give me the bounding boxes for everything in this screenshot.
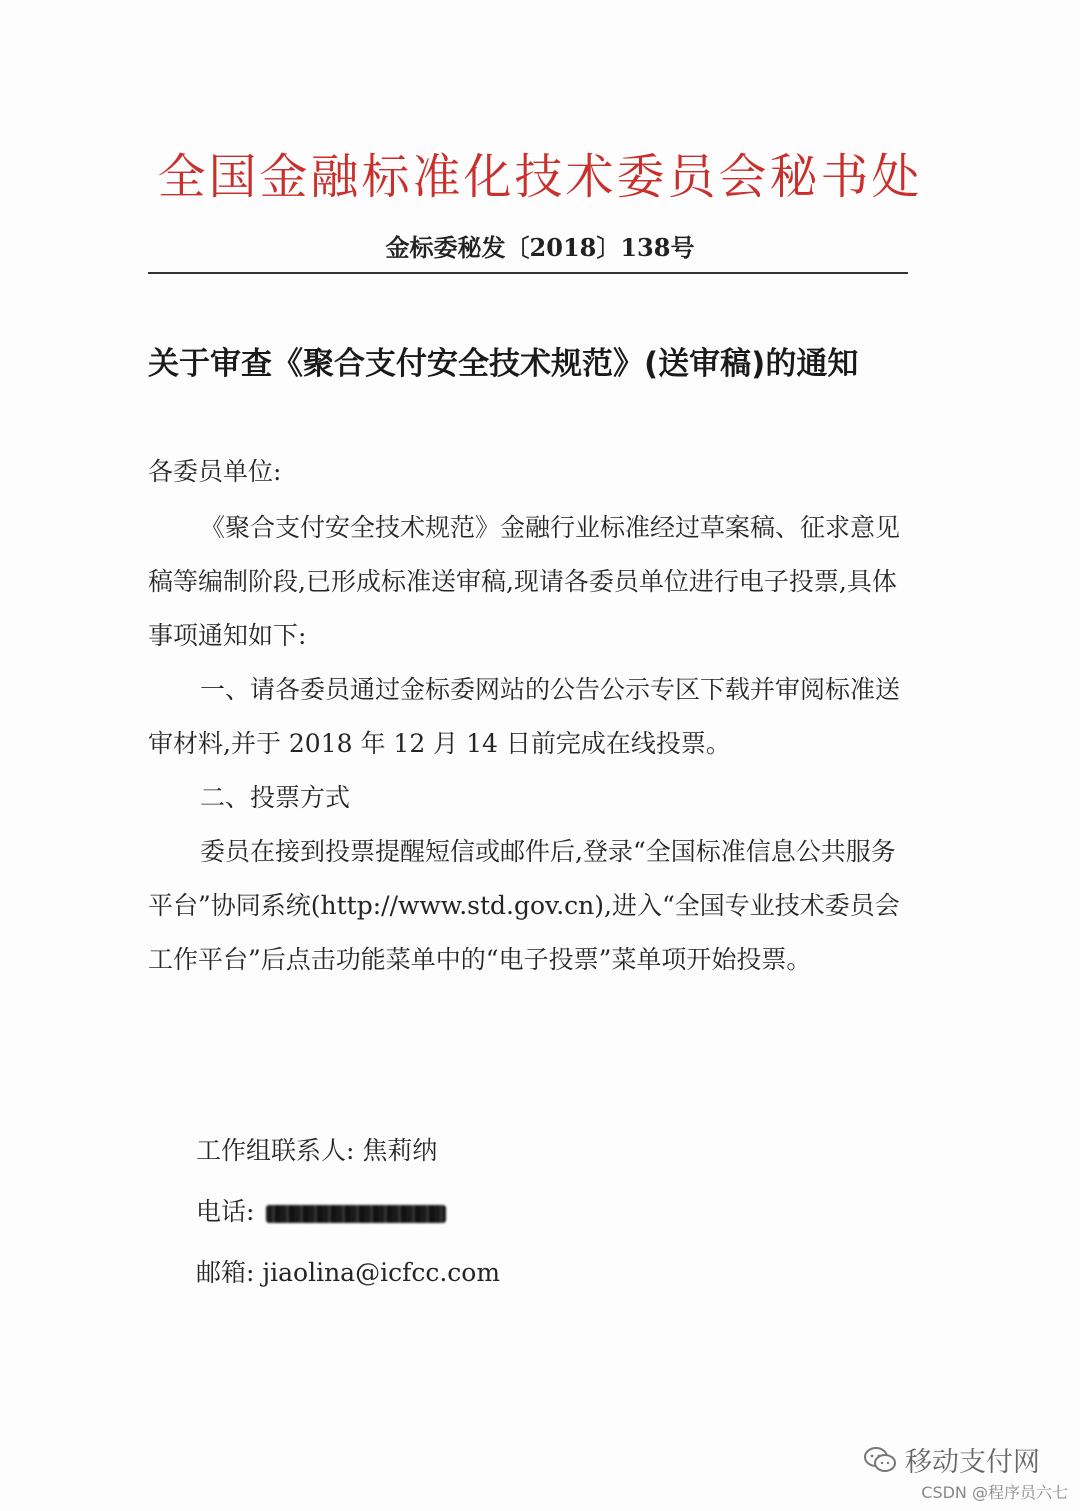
notice-body (148, 445, 900, 987)
phone-redacted (266, 1205, 446, 1223)
contact-liaison (196, 1120, 500, 1181)
notice-title: 关于审查《聚合支付安全技术规范》(送审稿)的通知 (148, 346, 859, 382)
paragraph-item-1: 一、请各委员通过金标委网站的公告公示专区下载并审阅标准送审材料,并于 2018 年 12 月 14 日前完成在线投票。 (148, 675, 901, 758)
header-divider (148, 272, 908, 274)
brand-watermark (863, 1440, 1040, 1479)
paragraph-voting-method: 委员在接到投票提醒短信或邮件后,登录“全国标准信息公共服务平台”协同系统(http://www.std.gov.cn),进入“全国专业技术委员会工作平台”后点击功能菜单中的“电子投票”菜单项开始投票。 (148, 837, 900, 974)
liaison-name: 焦莉纳 (362, 1136, 438, 1165)
paragraph-intro: 《聚合支付安全技术规范》金融行业标准经过草案稿、征求意见稿等编制阶段,已形成标准送审稿,现请各委员单位进行电子投票,具体事项通知如下: (148, 513, 901, 650)
brand-name: 移动支付网 (905, 1447, 1040, 1478)
email-value: jiaolina@icfcc.com (262, 1258, 501, 1287)
contact-phone (196, 1181, 500, 1242)
chat-bubbles-icon (863, 1446, 897, 1474)
csdn-watermark: CSDN @程序员六七 (921, 1483, 1068, 1502)
salutation: 各委员单位: (148, 457, 282, 486)
org-title: 全国金融标准化技术委员会秘书处 (157, 149, 923, 205)
phone-label: 电话: (196, 1197, 255, 1226)
email-label: 邮箱: (196, 1258, 255, 1287)
paragraph-item-2-heading: 二、投票方式 (200, 783, 351, 812)
liaison-label: 工作组联系人: (196, 1136, 355, 1165)
contact-block (196, 1120, 500, 1303)
doc-number: 金标委秘发〔2018〕138号 (385, 233, 695, 262)
contact-email (196, 1242, 500, 1303)
